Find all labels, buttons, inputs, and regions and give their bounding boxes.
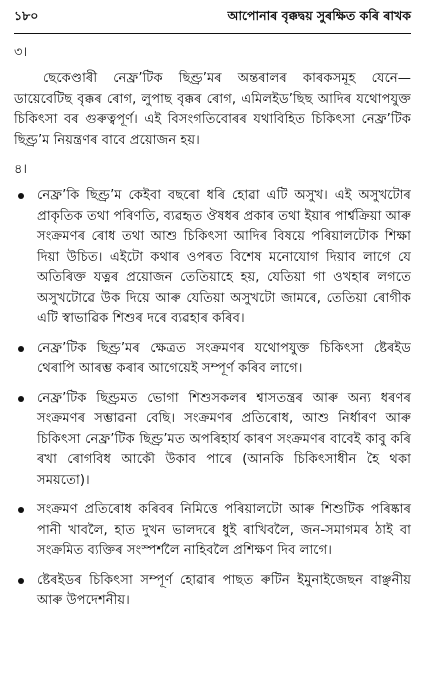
running-title: আপোনাৰ বৃক্কদ্বয় সুৰক্ষিত কৰি ৰাখক xyxy=(227,8,411,23)
list-item xyxy=(14,571,411,612)
bullet-text: নেফ্ৰ’কি ছিণ্ড্ৰ’ম কেইবা বছৰো ধৰি হোৱা এটি অসুখ। এই অসুখটোৰ প্ৰাকৃতিক তথা পৰিণতি, ব্যৱহৃত ঔষধৰ প্ৰকাৰ তথা ইয়াৰ পাৰ্শ্বক্ৰিয়া আৰু সংক্ৰমণৰ ৰোধ তথা আশু চিকিৎসা আদিৰ বিষয়ে পৰিয়ালটোক শিক্ষা দিয়া উচিত। এইটো কথাৰ ওপৰত বিশেষ মনোযোগ দিয়াব লাগে যে অতিৰিক্ত যত্নৰ প্ৰয়োজন তেতিয়াহে হয়, যেতিয়া গা ওখহাৰ লগতে অসুখটোৱে উক দিয়ে আৰু যেতিয়া অসুখটো জামৰে, তেতিয়া ৰোগীক এটি স্বাভাৱিক শিশুৰ দৰে ব্যৱহাৰ কৰিব। xyxy=(37,188,411,326)
bullet-text: নেফ্ৰ’টিক ছিণ্ড্ৰ’মৰ ক্ষেত্ৰত সংক্ৰমণৰ যথোপযুক্ত চিকিৎসা ষ্টেৰইড থেৰাপি আৰম্ভ কৰাৰ আগেয়েই সম্পূৰ্ণ কৰিব লাগে। xyxy=(37,340,411,376)
page-number: ১৮০ xyxy=(14,8,39,23)
section-number-4: ৪। xyxy=(14,162,28,177)
bullet-icon xyxy=(18,578,24,584)
header-rule xyxy=(14,33,411,34)
section-number-3: ৩। xyxy=(14,45,28,60)
list-item xyxy=(14,500,411,562)
list-item xyxy=(14,186,411,330)
list-item xyxy=(14,389,411,492)
bullet-list xyxy=(14,186,411,612)
bullet-text: সংক্ৰমণ প্ৰতিৰোধ কৰিবৰ নিমিত্তে পৰিয়ালটো আৰু শিশুটিক পৰিষ্কাৰ পানী খাবলৈ, হাত দুখন ভালদৰে ধুই ৰাখিবলৈ, জন-সমাগমৰ ঠাই বা সংক্ৰমিত ব্যক্তিৰ সংস্পৰ্শলৈ নাহিবলৈ প্ৰশিক্ষণ দিব লাগে। xyxy=(37,502,411,558)
bullet-icon xyxy=(18,193,24,199)
page-header xyxy=(14,8,411,28)
bullet-text: নেফ্ৰ’টিক ছিণ্ড্ৰমত ভোগা শিশুসকলৰ শ্বাসতন্ত্ৰৰ আৰু অন্য ধৰণৰ সংক্ৰমণৰ সম্ভাৱনা বেছি। সংক্ৰমণৰ প্ৰতিৰোধ, আশু নিৰ্ধাৰণ আৰু চিকিৎসা নেফ্ৰ’টিক ছিণ্ড্ৰ’মত অপৰিহাৰ্য কাৰণ সংক্ৰমণৰ বাবেই কাবু কৰি ৰখা ৰোগবিধ আকৌ উকাব পাৰে (আনকি চিকিৎসাধীন হৈ থকা সময়তো)। xyxy=(37,390,411,488)
bullet-text: ষ্টেৰইডৰ চিকিৎসা সম্পূৰ্ণ হোৱাৰ পাছত ৰুটিন ইমুনাইজেছন বাঞ্ছনীয় আৰু উপদেশনীয়। xyxy=(37,572,411,608)
section-3-paragraph: ছেকেণ্ডাৰী নেফ্ৰ’টিক ছিণ্ড্ৰ’মৰ অন্তৰালৰ কাৰকসমূহ যেনে— ডায়েবেটিছ বৃক্কৰ ৰোগ, লুপাছ বৃক্কৰ ৰোগ, এমিলইড’ছিছ আদিৰ যথোপযুক্ত চিকিৎসা বৰ গুৰুত্বপূৰ্ণ। এই বিসংগতিবোৰৰ যথাবিহিত চিকিৎসা নেফ্ৰ’টিক ছিণ্ড্ৰ’ম নিয়ন্ত্ৰণৰ বাবে প্ৰয়োজন হয়। xyxy=(14,71,411,148)
bullet-icon xyxy=(18,507,24,513)
list-item xyxy=(14,339,411,380)
bullet-icon xyxy=(18,396,24,402)
bullet-icon xyxy=(18,346,24,352)
